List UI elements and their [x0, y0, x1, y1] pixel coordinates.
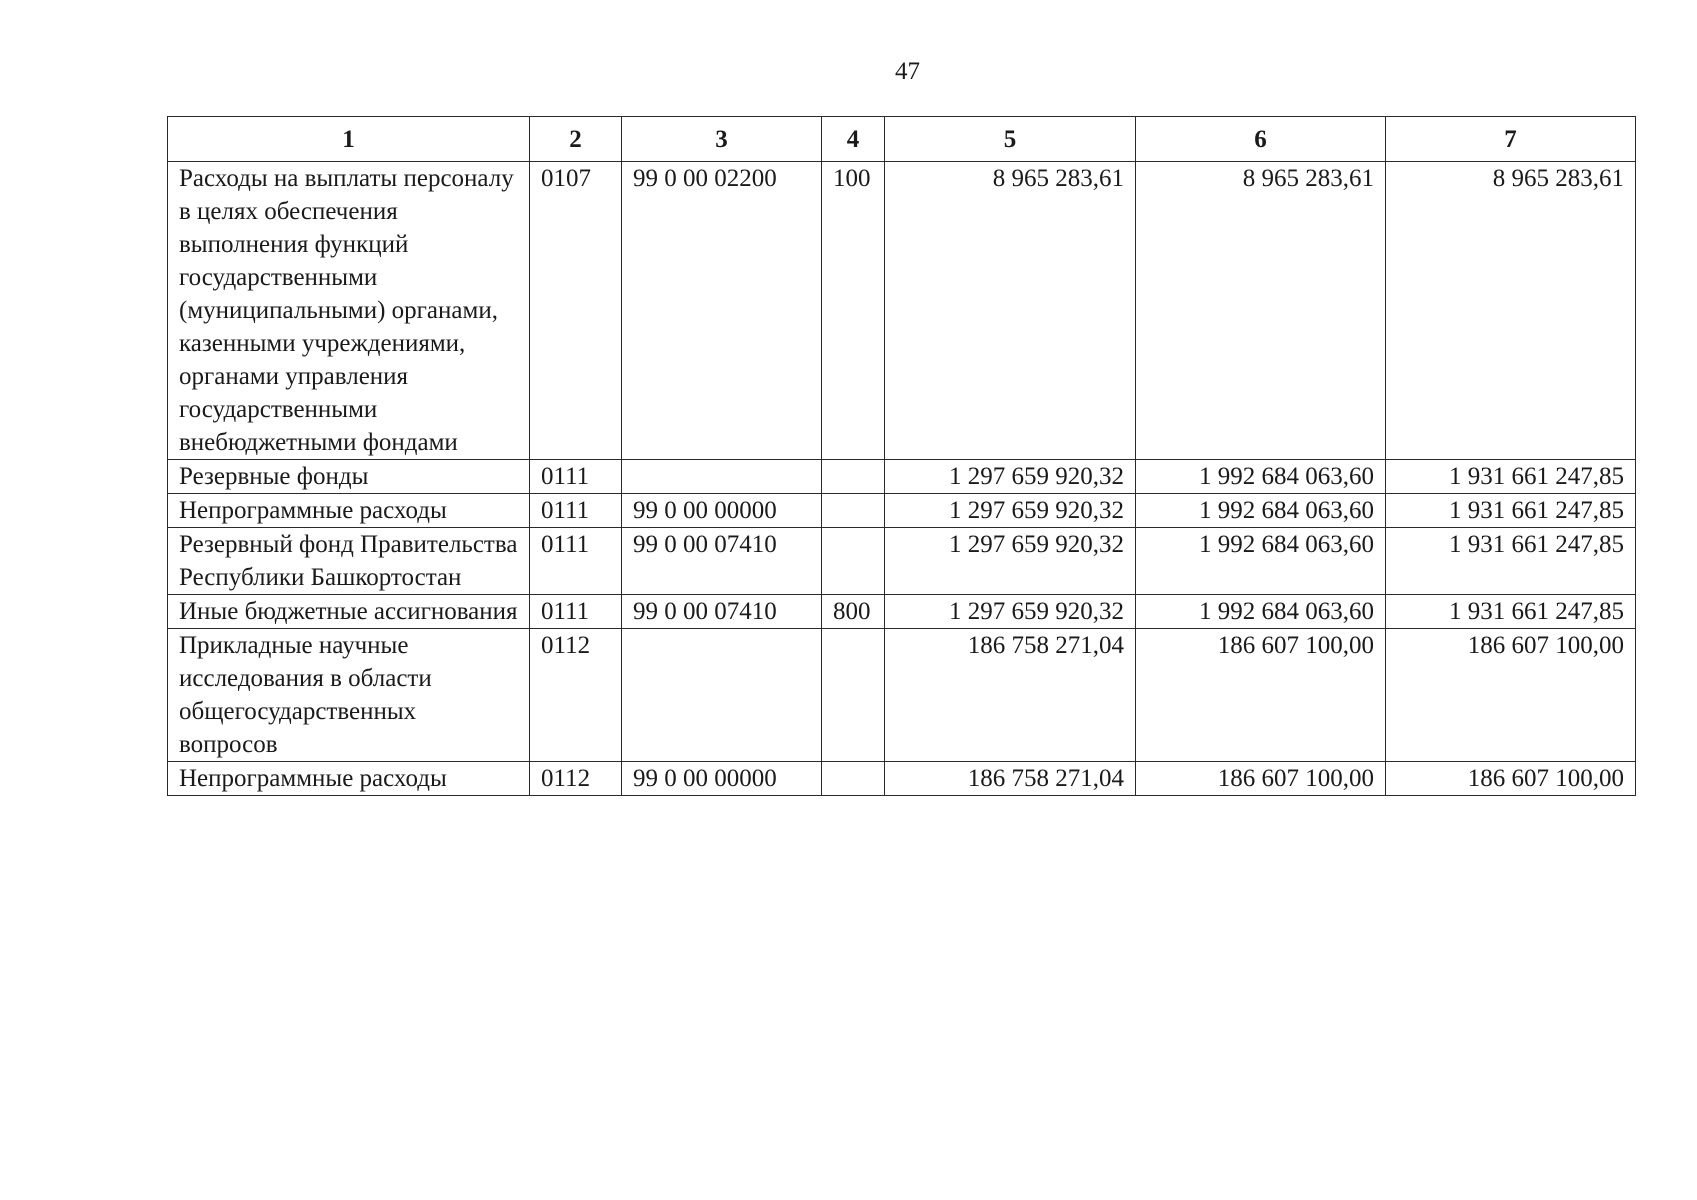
- expense-name-cell: Непрограммные расходы: [168, 494, 530, 528]
- section-code-cell: 0107: [530, 162, 622, 460]
- amount-cell: 186 607 100,00: [1386, 629, 1636, 762]
- expense-type-cell: [822, 629, 885, 762]
- expense-name-cell: Непрограммные расходы: [168, 762, 530, 796]
- amount-cell: 1 931 661 247,85: [1386, 528, 1636, 595]
- target-code-cell: [622, 629, 822, 762]
- table-row: [168, 528, 1636, 595]
- column-header: 1: [168, 117, 530, 162]
- target-code-cell: [622, 460, 822, 494]
- table-row: [168, 494, 1636, 528]
- expense-name-cell: Прикладные научные исследования в области общегосударственных вопросов: [168, 629, 530, 762]
- section-code-cell: 0111: [530, 528, 622, 595]
- budget-table: [167, 116, 1636, 796]
- section-code-cell: 0112: [530, 629, 622, 762]
- table-row: [168, 629, 1636, 762]
- column-header: 3: [622, 117, 822, 162]
- amount-cell: 1 297 659 920,32: [885, 494, 1136, 528]
- amount-cell: 1 992 684 063,60: [1136, 494, 1386, 528]
- section-code-cell: 0111: [530, 494, 622, 528]
- amount-cell: 8 965 283,61: [1386, 162, 1636, 460]
- page-number: 47: [895, 58, 920, 85]
- expense-type-cell: 100: [822, 162, 885, 460]
- amount-cell: 1 297 659 920,32: [885, 528, 1136, 595]
- amount-cell: 1 992 684 063,60: [1136, 595, 1386, 629]
- column-header: 4: [822, 117, 885, 162]
- expense-name-cell: Резервный фонд Правительства Республики Башкортостан: [168, 528, 530, 595]
- amount-cell: 186 607 100,00: [1136, 629, 1386, 762]
- column-header: 6: [1136, 117, 1386, 162]
- table-row: [168, 762, 1636, 796]
- expense-type-cell: [822, 762, 885, 796]
- amount-cell: 1 297 659 920,32: [885, 460, 1136, 494]
- target-code-cell: 99 0 00 00000: [622, 762, 822, 796]
- amount-cell: 1 297 659 920,32: [885, 595, 1136, 629]
- expense-type-cell: [822, 494, 885, 528]
- expense-type-cell: 800: [822, 595, 885, 629]
- amount-cell: 186 758 271,04: [885, 762, 1136, 796]
- expense-type-cell: [822, 528, 885, 595]
- amount-cell: 8 965 283,61: [1136, 162, 1386, 460]
- section-code-cell: 0112: [530, 762, 622, 796]
- column-header: 5: [885, 117, 1136, 162]
- target-code-cell: 99 0 00 07410: [622, 528, 822, 595]
- amount-cell: 186 607 100,00: [1136, 762, 1386, 796]
- target-code-cell: 99 0 00 07410: [622, 595, 822, 629]
- section-code-cell: 0111: [530, 460, 622, 494]
- amount-cell: 186 607 100,00: [1386, 762, 1636, 796]
- target-code-cell: 99 0 00 00000: [622, 494, 822, 528]
- section-code-cell: 0111: [530, 595, 622, 629]
- column-header: 2: [530, 117, 622, 162]
- table-row: [168, 162, 1636, 460]
- amount-cell: 8 965 283,61: [885, 162, 1136, 460]
- expense-name-cell: Резервные фонды: [168, 460, 530, 494]
- table-row: [168, 595, 1636, 629]
- target-code-cell: 99 0 00 02200: [622, 162, 822, 460]
- expense-name-cell: Иные бюджетные ассигнования: [168, 595, 530, 629]
- amount-cell: 186 758 271,04: [885, 629, 1136, 762]
- table-row: [168, 460, 1636, 494]
- amount-cell: 1 992 684 063,60: [1136, 528, 1386, 595]
- expense-name-cell: Расходы на выплаты персоналу в целях обеспечения выполнения функций государственными (муниципальными) органами, казенными учреждениями, органами управления государственными внебюджетными фондами: [168, 162, 530, 460]
- amount-cell: 1 931 661 247,85: [1386, 595, 1636, 629]
- expense-type-cell: [822, 460, 885, 494]
- header-row: [168, 117, 1636, 162]
- column-header: 7: [1386, 117, 1636, 162]
- amount-cell: 1 931 661 247,85: [1386, 460, 1636, 494]
- amount-cell: 1 992 684 063,60: [1136, 460, 1386, 494]
- amount-cell: 1 931 661 247,85: [1386, 494, 1636, 528]
